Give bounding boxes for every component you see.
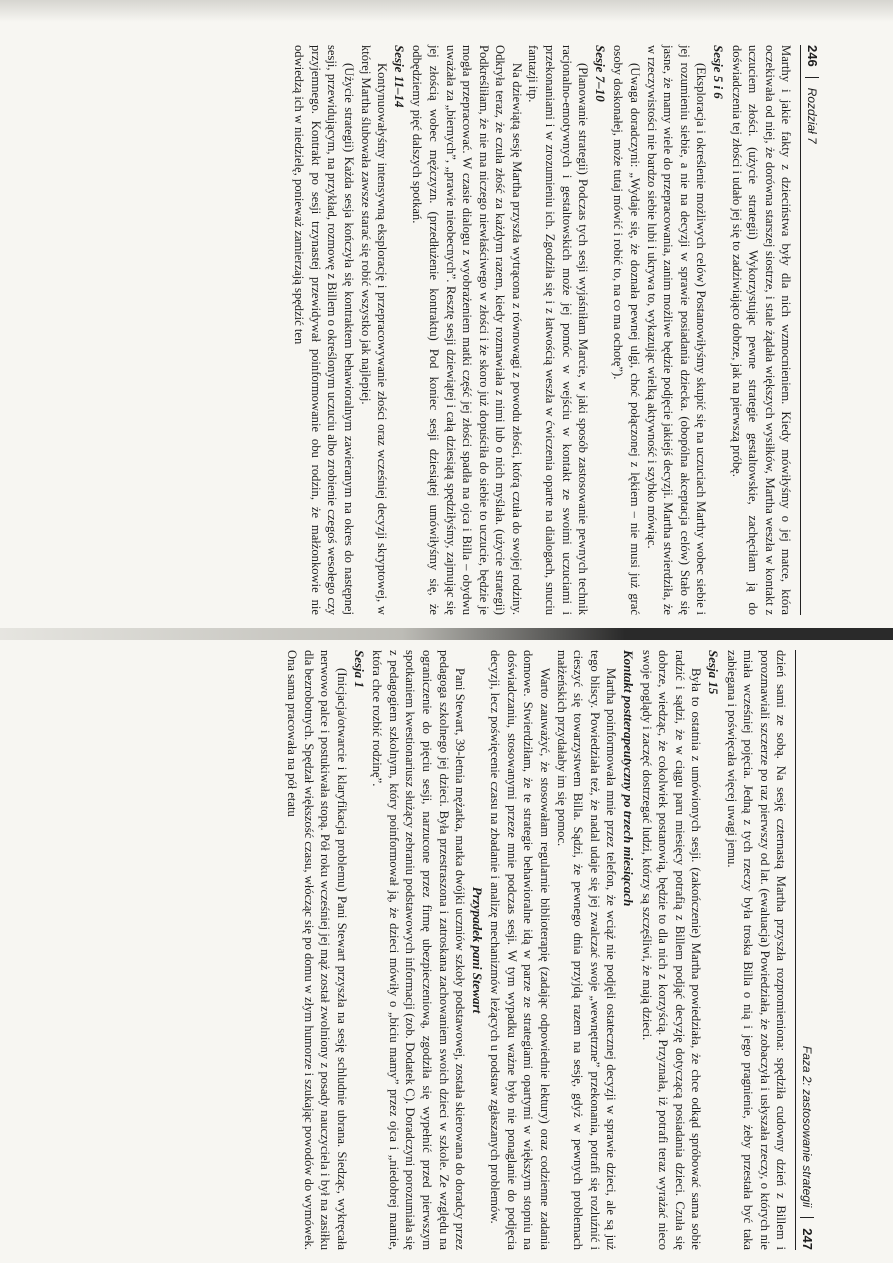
paragraph: (Inicjacja/otwarcie i klaryfikacja problemu) Pani Stewart przyszła na sesję schludnie ubrana. Siedząc, wykręcała nerwowo palce i postukiwała stopą. Pół roku wcześniej jej mąż został zwolniony z posady nauczyciela i był na zasiłku dla bezrobotnych. Spędzał większość czasu, włócząc się po domu w złym humorze i szukając powodów do wymówek. Ona sama pracowała na pół etatu [285,650,349,1250]
chapter-title: Rozdział 7 [805,87,819,144]
paragraph: Pani Stewart, 39-letnia mężatka, matka dwójki uczniów szkoły podstawowej, została skierowana do doradcy przez pedagoga szkolnego jej dzieci. Była przestraszona i zatroskana zachowaniem swoich dzieci w szkole. Ze względu na ograniczenie do pięciu sesji, narzucone przez firmę ubezpieczeniową, zgodziła się wypełnić przed pierwszym spotkaniem kwestionariusz służący zebraniu podstawowych informacji (zob. Dodatek C). Doradczyni porozumiała się z pedagogiem szkolnym, który poinformował ją, że dzieci mówiły o „biciu mamy” przez ojca i „niedobrej mamie, która chce rozbić rodzinę”. [370,650,468,1250]
paragraph: Martha poinformowała mnie przez telefon, że wciąż nie podjęli ostatecznej decyzji w sprawie dzieci, ale są już tego bliscy. Powiedziała też, że nadal udaje się jej zwalczać swoje „wewnętrzne” przekonania, potrafi się rozluźnić i cieszyć się towarzystwem Billa. Sądzi, że pewnego dnia przyjdą razem na sesję, gdyż w pewnych problemach małżeńskich przydałaby im się pomoc. [554,650,619,1250]
page-body [284,650,790,1250]
section-title: Faza 2: zastosowanie strategii [800,1045,814,1208]
paragraph: (Uwaga doradczyni: „Wydaje się, że doznała pewnej ulgi, choć połączonej z lękiem – nie musi już grać osoby doskonałej, może tutaj mówić i robić to, na co ma ochotę”). [611,45,643,615]
section-heading: Kontakt postterapeutyczny po trzech miesiącach [621,650,637,907]
section-heading: Sesje 5 i 6 [711,45,727,99]
section-heading: Sesja 15 [706,650,722,695]
paragraph: Kontynuowałyśmy intensywną eksplorację i przepracowywanie złości oraz wcześniej decyzji skryptowej, w której Martha ślubowała zawsze starać się robić wszystko jak najlepiej. [358,45,390,615]
section-heading: Sesje 7–10 [592,45,608,102]
paragraph: (Eksploracja i określenie możliwych celów) Postanowiłyśmy skupić się na uczuciach Marthy wobec siebie i jej rozumieniu siebie, a nie na decyzji w sprawie posiadania dziecka. (obopólna akceptacja celów) Stało się jasne, że mamy wiele do przepracowania, zanim możliwe będzie podjęcie jakiejś decyzji. Martha stwierdziła, że w rzeczywistości nie bardzo siebie lubi i ukrywa to, wykazując wielką aktywność i szybko mówiąc. [644,45,709,615]
paragraph: Była to ostatnia z umówionych sesji. (zakończenie) Martha powiedziała, że chce odkąd spróbować sama sobie radzić i sądzi, że w ciągu paru miesięcy potrafią z Billem podjąć decyzję dotyczącą posiadania dzieci. Czuła się dobrze, wiedząc, że cokolwiek postanowią, będzie to dla nich z korzyścią. Przyznała, iż potrafi teraz wyrażać nieco swoje poglądy i zaczęć dostrzegać ludzi, którzy są szczęśliwi, że mają dzieci. [639,650,704,1250]
page-number: 247 [800,1228,815,1250]
page-246 [291,45,820,615]
section-heading: Przypadek pani Stewart [469,886,485,1014]
running-head-246 [800,45,820,615]
paragraph: Na dziewiątą sesję Martha przyszła wytrącona z równowagi z powodu złości, którą czuła do swojej rodziny. Odkryła teraz, że czuła złość za każdym razem, kiedy rozmawiała z nimi lub o nich myślała. (użycie strategii) Podkreśliłam, że nie ma niczego niewłaściwego w złości i że skoro już dopuściła do siebie to uczucie, będzie je mogła przepracować. W czasie dialogu z wyobrażeniem matki część jej złości spadła na ojca i Billa – obydwu uważała za „biernych”, „prawie nieobecnych”. Resztę sesji dziewiątej i całą dziesiątą spędziłyśmy, zajmując się jej złością wobec mężczyzn. (przedłużenie kontraktu) Pod koniec sesji dziesiątej umówiłyśmy się, że odbędziemy pięć dalszych spotkań. [410,45,524,615]
section-heading: Sesje 11–14 [391,45,407,108]
paragraph: Warto zauważyć, że stosowałam regularnie biblioterapię (zadając odpowiednie lektury) oraz codzienne zadania domowe. Stwierdziłam, że te strategie behawioralne idą w parze ze strategiami opartymi w większym stopniu na doświadczaniu, stosowanymi przeze mnie podczas sesji. W tym wypadku ważne było nie ponaglanie do podjęcia decyzji, lecz poświęcenie czasu na zbadanie i analizę mechanizmów leżących u podstaw zgłaszanych problemów. [488,650,553,1250]
page-number: 246 [805,45,820,67]
book-spine-shadow [0,628,893,640]
scan-edge-top [0,0,893,22]
header-divider [805,77,819,78]
page-body [291,45,795,615]
paragraph: dzień sami ze sobą. Na sesję czternastą Martha przyszła rozpromieniona: spędziła cudowny dzień z Billem i porozmawiali szczerze po raz pierwszy od lat. (ewaluacja) Powiedziała, że zobaczyła i usłyszała rzeczy, o których nie miała wcześniej pojęcia. Jedną z tych rzeczy była troska Billa o nią i jego pragnienie, żeby przestała być taka zabiegana i poświęcała więcej uwagi jemu. [724,650,789,1250]
paragraph: Marthy i jakie fakty z dzieciństwa były dla nich wzmocnieniem. Kiedy mówiłyśmy o jej matce, która oczekiwała od niej, że dorówna starszej siostrze, i stale żądała większych wysiłków, Martha weszła w kontakt z uczuciem złości. (użycie strategii) Wykorzystując pewne strategie gestaltowskie, zachęciłam ją do doświadczenia tej złości i udało jej się to zadziwiająco dobrze, jak na pierwszą próbę. [729,45,794,615]
paragraph: (Użycie strategii) Każda sesja kończyła się kontraktem behawioralnym zawieranym na okres do następnej sesji, przewidującym, na przykład, rozmowę z Billem o określonym uczuciu albo zrobienie czegoś wesołego czy przyjemnego. Kontrakt po sesji trzynastej przewidywał poinformowanie obu rodzin, że małżonkowie nie odwiedzą ich w niedzielę, ponieważ zamierzają spędzić ten [292,45,356,615]
section-heading: Sesja 1 [351,650,367,688]
header-divider [800,1217,814,1218]
page-247 [284,650,815,1250]
paragraph: (Planowanie strategii) Podczas tych sesji wyjaśniłam Marcie, w jaki sposób zastosowanie pewnych technik racjonalno-emotywnych i gestaltowskich może jej pomóc w wejściu w kontakt ze swoimi uczuciami i przekonaniami i w zrozumieniu ich. Zgodziła się i z łatwością weszła w ćwiczenia oparte na dialogach, snuciu fantazji itp. [526,45,591,615]
running-head-247 [795,650,815,1250]
